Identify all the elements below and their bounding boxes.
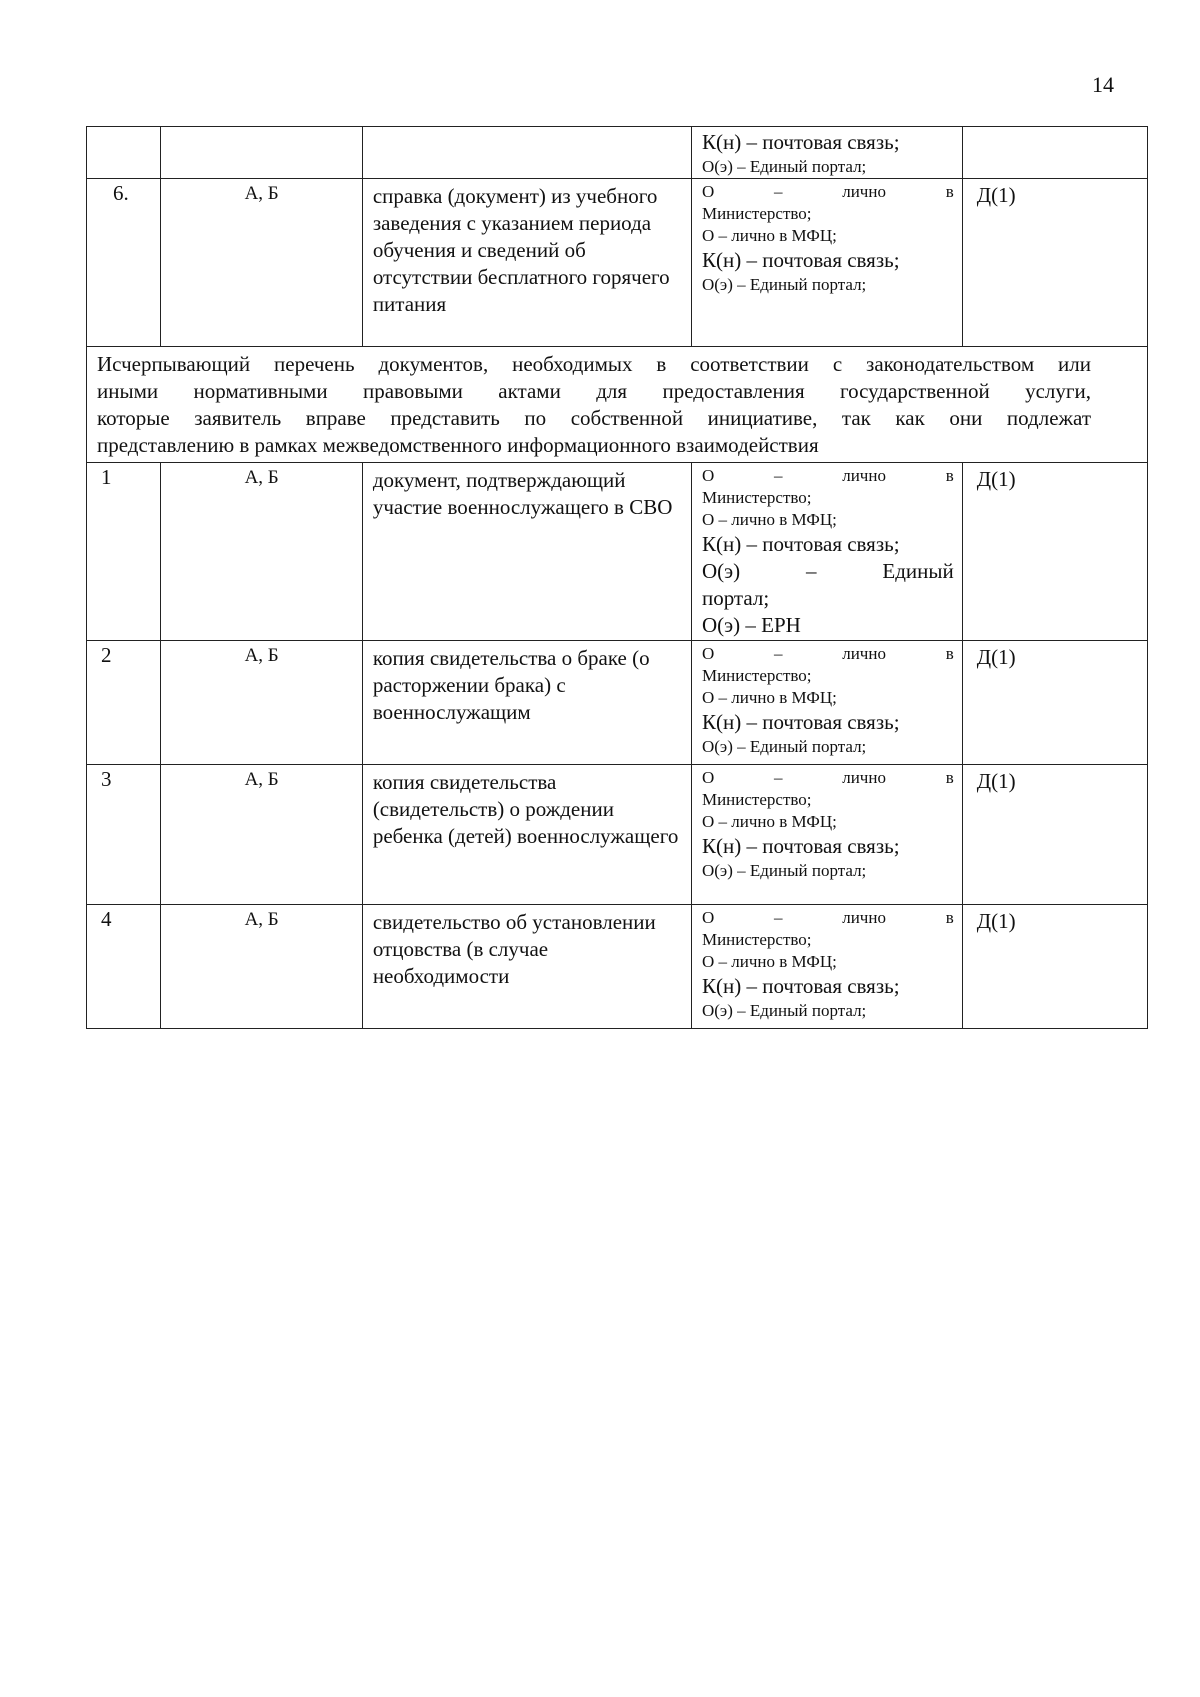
submission-method-line: О(э) – Единый портал;	[701, 275, 867, 294]
submission-method-line	[702, 907, 954, 929]
submission-methods	[692, 641, 962, 758]
cell-submission-methods	[691, 641, 962, 765]
section-heading-row	[87, 347, 1148, 463]
row-number	[87, 127, 160, 129]
submission-methods	[692, 463, 962, 639]
applicant-category: А, Б	[244, 645, 279, 666]
submission-method-line: О – лично в МФЦ;	[701, 226, 837, 245]
document-type: Д(1)	[976, 467, 1016, 491]
cell-document-type	[962, 641, 1147, 765]
submission-method-word: –	[773, 466, 783, 485]
applicant-category	[161, 127, 361, 131]
submission-methods	[692, 905, 962, 1022]
section-heading-line: представлению в рамках межведомственного информационного взаимодействия	[97, 433, 819, 457]
submission-method-line: К(н) – почтовая связь;	[701, 974, 900, 998]
cell-document-type	[962, 905, 1147, 1029]
document-type: Д(1)	[976, 909, 1016, 933]
submission-method-line: Министерство;	[701, 790, 812, 809]
section-heading-line: которые заявитель вправе представить по собственной инициативе, так как они подлежат	[97, 406, 1091, 430]
document-name	[363, 127, 691, 131]
submission-method-line: К(н) – почтовая связь;	[701, 532, 900, 556]
submission-method-word: –	[773, 182, 783, 201]
cell-number	[87, 905, 161, 1029]
row-number: 6.	[113, 181, 129, 205]
cell-submission-methods	[691, 179, 962, 347]
submission-method-word: Единый	[882, 559, 954, 583]
applicant-category: А, Б	[244, 183, 279, 204]
cell-number	[87, 179, 161, 347]
cell-document-type	[962, 179, 1147, 347]
submission-method-line	[702, 181, 954, 203]
cell-category	[161, 127, 362, 179]
table-body-bottom	[87, 463, 1148, 1029]
submission-method-word: –	[806, 559, 817, 583]
submission-method-line	[702, 643, 954, 665]
table-row	[87, 905, 1148, 1029]
submission-method-line: О(э) – Единый портал;	[701, 737, 867, 756]
submission-method-word: лично	[842, 466, 886, 485]
cell-submission-methods	[691, 463, 962, 641]
submission-method-line	[702, 558, 954, 585]
row-number: 3	[101, 767, 112, 791]
cell-document	[362, 127, 691, 179]
submission-method-line: О – лично в МФЦ;	[701, 688, 837, 707]
document-name: документ, подтверждающий участие военнослужащего в СВО	[372, 468, 673, 519]
table-row	[87, 641, 1148, 765]
submission-method-word: лично	[842, 908, 886, 927]
cell-category	[161, 641, 362, 765]
submission-method-line: Министерство;	[701, 930, 812, 949]
table-body-top	[87, 127, 1148, 347]
section-heading-cell	[87, 347, 1148, 463]
section-heading	[87, 347, 1147, 459]
submission-method-word: лично	[842, 644, 886, 663]
submission-method-line: О(э) – Единый портал;	[701, 157, 867, 176]
submission-method-word: –	[773, 908, 783, 927]
submission-method-word: О	[701, 908, 715, 927]
table-row	[87, 179, 1148, 347]
document-name: свидетельство об установлении отцовства (в случае необходимости	[372, 910, 656, 988]
submission-method-line	[702, 465, 954, 487]
cell-category	[161, 179, 362, 347]
submission-method-line: К(н) – почтовая связь;	[701, 248, 900, 272]
submission-method-word: О	[701, 768, 715, 787]
submission-method-line: К(н) – почтовая связь;	[701, 710, 900, 734]
submission-methods	[692, 127, 962, 178]
submission-method-word: лично	[842, 182, 886, 201]
cell-document	[362, 641, 691, 765]
cell-number	[87, 127, 161, 179]
cell-number	[87, 641, 161, 765]
submission-method-word: О	[701, 182, 715, 201]
cell-submission-methods	[691, 765, 962, 905]
cell-document	[362, 765, 691, 905]
submission-method-word: в	[945, 182, 954, 201]
cell-document	[362, 463, 691, 641]
row-number: 1	[101, 465, 112, 489]
submission-method-line: К(н) – почтовая связь;	[701, 834, 900, 858]
submission-method-line: О(э) – ЕРН	[701, 613, 801, 637]
submission-method-word: в	[945, 466, 954, 485]
document-type	[963, 127, 1147, 131]
section-heading-line: Исчерпывающий перечень документов, необходимых в соответствии с законодательством или	[97, 352, 1091, 376]
cell-number	[87, 463, 161, 641]
submission-method-word: в	[945, 644, 954, 663]
submission-method-word: О(э)	[701, 559, 741, 583]
submission-method-line: О(э) – Единый портал;	[701, 1001, 867, 1020]
submission-method-word: О	[701, 644, 715, 663]
documents-table	[86, 126, 1148, 1029]
submission-method-line: О – лично в МФЦ;	[701, 812, 837, 831]
cell-document-type	[962, 127, 1147, 179]
submission-method-word: в	[945, 908, 954, 927]
section-heading-line: иными нормативными правовыми актами для предоставления государственной услуги,	[97, 379, 1091, 403]
submission-methods	[692, 179, 962, 296]
document-type: Д(1)	[976, 769, 1016, 793]
document-name: копия свидетельства (свидетельств) о рождении ребенка (детей) военнослужащего	[372, 770, 679, 848]
cell-document	[362, 905, 691, 1029]
cell-submission-methods	[691, 127, 962, 179]
submission-method-word: лично	[842, 768, 886, 787]
submission-method-line: О – лично в МФЦ;	[701, 952, 837, 971]
cell-document	[362, 179, 691, 347]
applicant-category: А, Б	[244, 909, 279, 930]
cell-document-type	[962, 765, 1147, 905]
applicant-category: А, Б	[244, 467, 279, 488]
submission-method-line: К(н) – почтовая связь;	[701, 130, 900, 154]
cell-number	[87, 765, 161, 905]
document-type: Д(1)	[976, 645, 1016, 669]
table-row	[87, 127, 1148, 179]
submission-method-line: О – лично в МФЦ;	[701, 510, 837, 529]
submission-method-line: Министерство;	[701, 488, 812, 507]
table-row	[87, 463, 1148, 641]
submission-method-line: портал;	[701, 586, 770, 610]
submission-method-word: в	[945, 768, 954, 787]
submission-method-line	[702, 767, 954, 789]
document-type: Д(1)	[976, 183, 1016, 207]
section-heading-body	[87, 347, 1148, 463]
row-number: 4	[101, 907, 112, 931]
cell-category	[161, 765, 362, 905]
submission-method-word: О	[701, 466, 715, 485]
document-name: копия свидетельства о браке (о расторжении брака) с военнослужащим	[372, 646, 650, 724]
cell-category	[161, 905, 362, 1029]
cell-document-type	[962, 463, 1147, 641]
cell-submission-methods	[691, 905, 962, 1029]
submission-method-line: Министерство;	[701, 666, 812, 685]
table-row	[87, 765, 1148, 905]
submission-methods	[692, 765, 962, 882]
applicant-category: А, Б	[244, 769, 279, 790]
submission-method-word: –	[773, 644, 783, 663]
submission-method-line: О(э) – Единый портал;	[701, 861, 867, 880]
page-number: 14	[1092, 72, 1114, 97]
submission-method-line: Министерство;	[701, 204, 812, 223]
row-number: 2	[101, 643, 112, 667]
document-name: справка (документ) из учебного заведения с указанием периода обучения и сведений об отсутствии бесплатного горячего питания	[372, 184, 670, 316]
submission-method-word: –	[773, 768, 783, 787]
cell-category	[161, 463, 362, 641]
